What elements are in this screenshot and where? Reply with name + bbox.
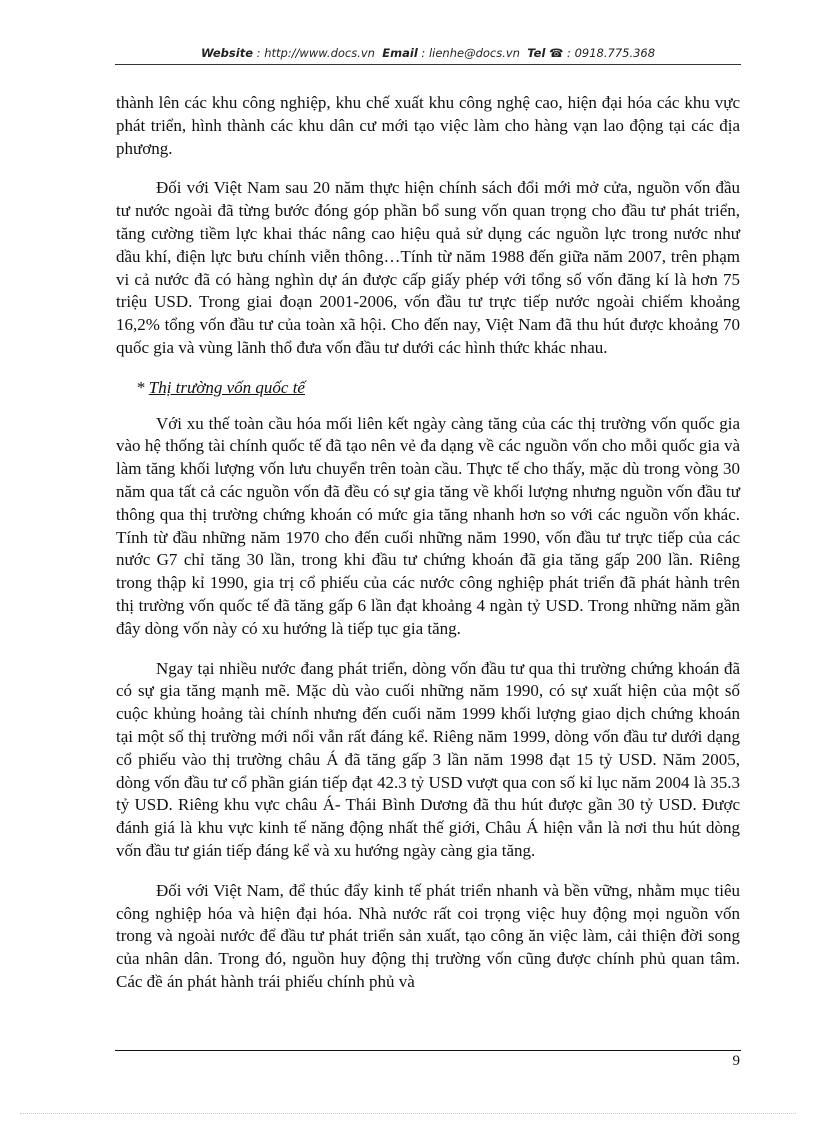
page-bottom-border xyxy=(20,1113,796,1114)
website-label: Website xyxy=(200,46,254,60)
email-label: Email xyxy=(382,46,418,60)
website-value: : http://www.docs.vn xyxy=(256,46,375,60)
paragraph-4: Ngay tại nhiều nước đang phát triển, dòng vốn đầu tư qua thi trường chứng khoán đã có sự gia tăng mạnh mẽ. Mặc dù vào cuối những năm 1990, có sự xuất hiện của một số cuộc khủng hoảng tài chính nhưng đến cuối năm 1999 khối lượng giao dịch chứng khoán tại một số thị trường mới nổi vẫn rất đáng kể. Riêng năm 1999, dòng vốn đầu tư dưới dạng cổ phiếu vào thị trường châu Á đã tăng gấp 3 lần năm 1998 đạt 15 tỷ USD. Năm 2005, dòng vốn đầu tư cổ phần gián tiếp đạt 42.3 tỷ USD vượt qua con số kỉ lục năm 2004 là 35.3 tỷ USD. Riêng khu vực châu Á- Thái Bình Dương đã thu hút được gần 30 tỷ USD. Được đánh giá là khu vực kinh tế năng động nhất thế giới, Châu Á hiện vẫn là nơi thu hút dòng vốn đầu tư gián tiếp đáng kể và xu hướng ngày càng gia tăng. xyxy=(116,658,740,860)
paragraph-2: Đối với Việt Nam sau 20 năm thực hiện chính sách đổi mới mở cửa, nguồn vốn đầu tư nước ngoài đã từng bước đóng góp phần bổ sung vốn quan trọng cho đầu tư phát triển, tăng cường tiềm lực khai thác nâng cao hiệu quả sử dụng các nguồn lực trong nước như dầu khí, điện lực bưu chính viễn thông…Tính từ năm 1988 đến giữa năm 2007, trên phạm vi cả nước đã có hàng nghìn dự án được cấp giấy phép với tổng số vốn đăng kí là hơn 75 triệu USD. Trong giai đoạn 2001-2006, vốn đầu tư trực tiếp nước ngoài chiếm khoảng 16,2% tổng vốn đầu tư của toàn xã hội. Cho đến nay, Việt Nam đã thu hút được khoảng 70 quốc gia và vùng lãnh thổ đưa vốn đầu tư dưới các hình thức khác nhau. xyxy=(116,178,740,357)
phone-icon: ☎ xyxy=(549,46,564,60)
tel-value: : 0918.775.368 xyxy=(567,46,656,60)
paragraph-1: thành lên các khu công nghiệp, khu chế xuất khu công nghệ cao, hiện đại hóa các khu vực phát triển, hình thành các khu dân cư mới tạo việc làm cho hàng vạn lao động tại các địa phương. xyxy=(116,93,740,158)
footer-divider xyxy=(115,1050,741,1051)
paragraph-5: Đối với Việt Nam, để thúc đẩy kinh tế phát triển nhanh và bền vững, nhằm mục tiêu công nghiệp hóa và hiện đại hóa. Nhà nước rất coi trọng việc huy động mọi nguồn vốn trong và ngoài nước để đầu tư phát triển sản xuất, tạo công ăn việc làm, cải thiện đời song của nhân dân. Trong đó, nguồn huy động thị trường vốn cũng được chính phủ quan tâm. Các đề án phát hành trái phiếu chính phủ và xyxy=(116,880,740,991)
heading-bullet: * xyxy=(136,377,145,397)
email-value: : lienhe@docs.vn xyxy=(421,46,520,60)
page-header xyxy=(115,46,741,65)
paragraph-3: Với xu thế toàn cầu hóa mối liên kết ngày càng tăng của các thị trường vốn quốc gia vào hệ thống tài chính quốc tế đã tạo nên vẻ đa dạng về các nguồn vốn cho mỗi quốc gia và làm tăng khối lượng vốn lưu chuyển trên toàn cầu. Thực tế cho thấy, mặc dù trong vòng 30 năm qua tất cả các nguồn vốn đã đều có sự gia tăng về khối lượng nhưng nguồn vốn đầu tư thông qua thị trường chứng khoán có mức gia tăng nhanh hơn so với các nguồn vốn khác. Tính từ đầu những năm 1970 cho đến cuối những năm 1990, vốn đầu tư trực tiếp của các nước G7 chỉ tăng 30 lần, trong khi đầu tư chứng khoán đã gia tăng gấp 200 lần. Riêng trong thập kỉ 1990, gia trị cổ phiếu của các nước công nghiệp phát triển đã phát hành trên thị trường vốn quốc tế đã tăng gấp 6 lần đạt khoảng 4 ngàn tỷ USD. Trong những năm gần đây dòng vốn này có xu hướng là tiếp tục gia tăng. xyxy=(116,413,740,638)
heading-text: Thị trường vốn quốc tế xyxy=(148,377,305,397)
page-body xyxy=(116,92,740,1011)
page-number: 9 xyxy=(732,1053,740,1069)
tel-label: Tel xyxy=(527,46,546,60)
section-heading xyxy=(136,377,740,400)
